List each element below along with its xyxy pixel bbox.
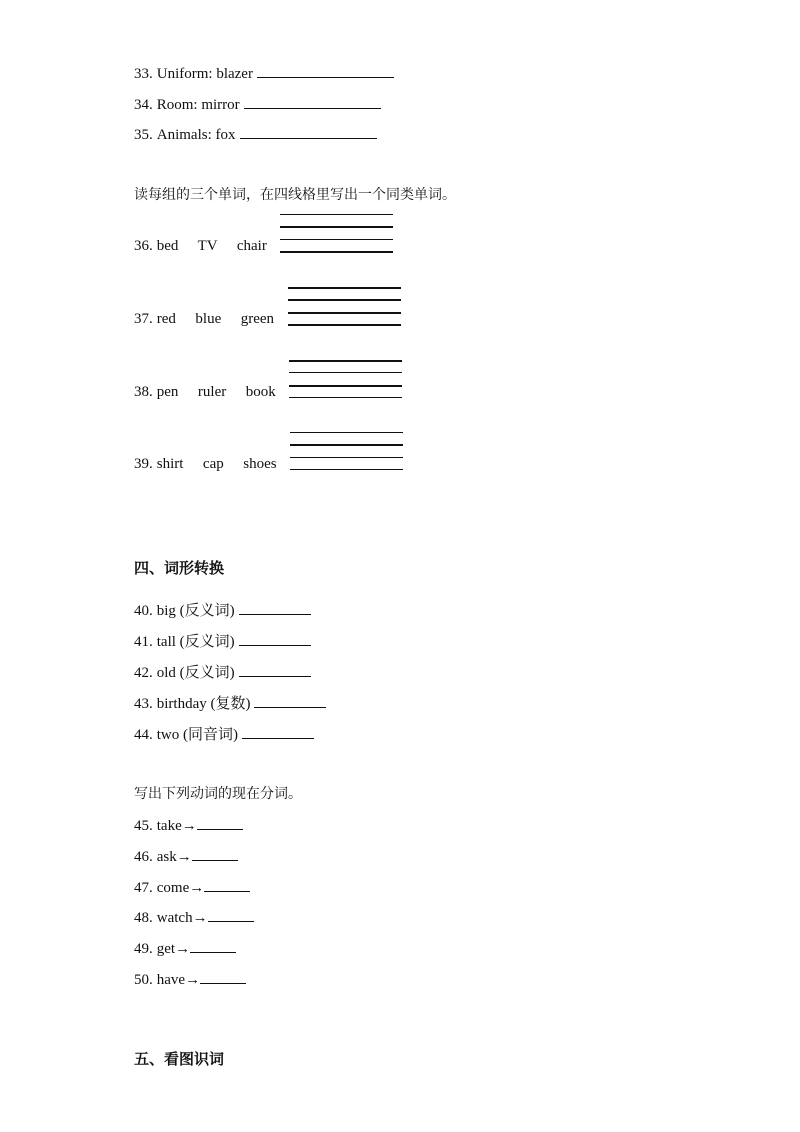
question-33	[134, 63, 394, 83]
question-number: 37.	[134, 311, 153, 327]
four-line-grid[interactable]	[288, 287, 401, 325]
question-41	[134, 631, 311, 651]
grid-line	[290, 457, 403, 458]
answer-blank[interactable]	[239, 662, 311, 677]
answer-blank[interactable]	[204, 877, 250, 892]
question-46	[134, 846, 238, 866]
question-47	[134, 877, 250, 897]
question-words: bed TV chair	[156, 238, 267, 254]
question-number: 44.	[134, 727, 153, 743]
four-line-grid[interactable]	[290, 432, 403, 470]
question-38	[134, 383, 276, 401]
question-text: two (同音词)	[156, 727, 238, 743]
question-words: shirt cap shoes	[156, 456, 277, 472]
question-text: Animals: fox	[156, 127, 236, 143]
question-number: 33.	[134, 66, 153, 82]
question-36	[134, 237, 267, 255]
question-45	[134, 815, 243, 835]
question-text: big (反义词)	[156, 603, 235, 619]
question-44	[134, 724, 314, 744]
four-line-grid[interactable]	[280, 214, 393, 252]
question-number: 42.	[134, 665, 153, 681]
answer-blank[interactable]	[244, 94, 381, 109]
question-number: 35.	[134, 127, 153, 143]
question-40	[134, 600, 311, 620]
question-number: 50.	[134, 972, 153, 988]
four-line-instruction: 读每组的三个单词，在四线格里写出一个同类单词。	[134, 187, 456, 203]
question-text: Room: mirror	[156, 97, 240, 113]
question-49	[134, 938, 236, 958]
answer-blank[interactable]	[239, 600, 311, 615]
grid-line	[288, 287, 401, 289]
question-number: 46.	[134, 849, 153, 865]
question-number: 36.	[134, 238, 153, 254]
answer-blank[interactable]	[242, 724, 314, 739]
question-43	[134, 693, 326, 713]
grid-line	[289, 385, 402, 387]
question-number: 45.	[134, 818, 153, 834]
question-42	[134, 662, 311, 682]
section-heading: 五、看图识词	[134, 1050, 225, 1068]
question-text: come→	[156, 880, 205, 896]
answer-blank[interactable]	[240, 124, 377, 139]
question-number: 39.	[134, 456, 153, 472]
question-text: Uniform: blazer	[156, 66, 253, 82]
answer-blank[interactable]	[254, 693, 326, 708]
section-heading: 四、词形转换	[134, 559, 225, 577]
question-number: 48.	[134, 910, 153, 926]
four-line-grid[interactable]	[289, 360, 402, 398]
question-number: 49.	[134, 941, 153, 957]
question-number: 34.	[134, 97, 153, 113]
grid-line	[288, 312, 401, 314]
grid-line	[280, 251, 393, 253]
question-35	[134, 124, 377, 144]
answer-blank[interactable]	[200, 969, 246, 984]
question-number: 47.	[134, 880, 153, 896]
answer-blank[interactable]	[197, 815, 243, 830]
answer-blank[interactable]	[239, 631, 311, 646]
grid-line	[290, 444, 403, 446]
question-text: have→	[156, 972, 201, 988]
question-37	[134, 310, 274, 328]
participle-instruction: 写出下列动词的现在分词。	[134, 786, 302, 802]
answer-blank[interactable]	[192, 846, 238, 861]
question-number: 38.	[134, 384, 153, 400]
grid-line	[288, 324, 401, 326]
question-text: get→	[156, 941, 191, 957]
question-48	[134, 907, 254, 927]
grid-line	[288, 299, 401, 301]
question-text: old (反义词)	[156, 665, 235, 681]
question-number: 43.	[134, 696, 153, 712]
question-number: 41.	[134, 634, 153, 650]
question-number: 40.	[134, 603, 153, 619]
question-text: watch→	[156, 910, 208, 926]
answer-blank[interactable]	[208, 907, 254, 922]
question-text: tall (反义词)	[156, 634, 235, 650]
question-words: red blue green	[156, 311, 275, 327]
grid-line	[289, 360, 402, 362]
grid-line	[280, 239, 393, 240]
answer-blank[interactable]	[190, 938, 236, 953]
question-text: ask→	[156, 849, 192, 865]
question-words: pen ruler book	[156, 384, 276, 400]
question-34	[134, 94, 381, 114]
grid-line	[280, 226, 393, 228]
grid-line	[290, 432, 403, 433]
question-39	[134, 455, 277, 473]
question-text: take→	[156, 818, 197, 834]
question-text: birthday (复数)	[156, 696, 251, 712]
answer-blank[interactable]	[257, 63, 394, 78]
grid-line	[290, 469, 403, 470]
question-50	[134, 969, 246, 989]
grid-line	[289, 372, 402, 373]
grid-line	[289, 397, 402, 398]
grid-line	[280, 214, 393, 215]
